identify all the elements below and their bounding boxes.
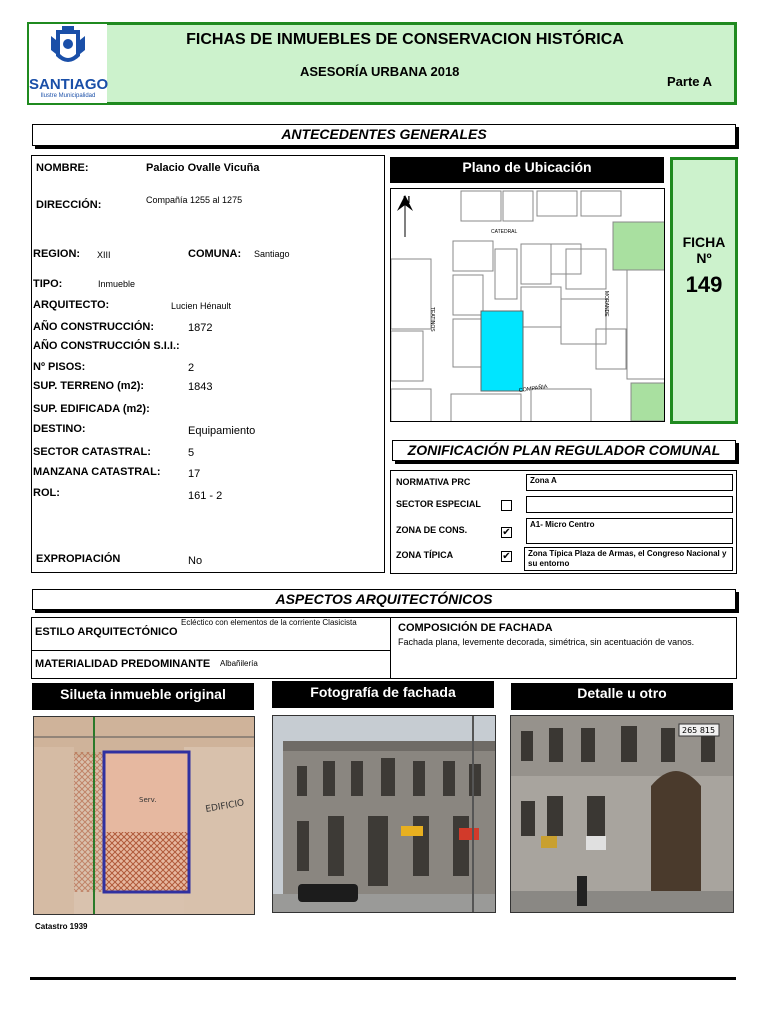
fachada-label: COMPOSICIÓN DE FACHADA xyxy=(398,622,553,634)
arch-divider xyxy=(31,650,391,651)
silueta-title: Silueta inmueble original xyxy=(32,683,254,710)
svg-text:MORANDE: MORANDE xyxy=(603,291,609,317)
edificada-label: SUP. EDIFICADA (m2): xyxy=(33,403,150,415)
svg-text:CATEDRAL: CATEDRAL xyxy=(491,229,518,235)
rol-value: 161 - 2 xyxy=(188,490,223,502)
detail-photo xyxy=(510,715,734,913)
direccion-label: DIRECCIÓN: xyxy=(36,199,102,211)
destino-value: Equipamiento xyxy=(188,425,256,437)
map-title: Plano de Ubicación xyxy=(390,157,664,183)
ficha-box xyxy=(670,157,738,424)
section-arch-title: ASPECTOS ARQUITECTÓNICOS xyxy=(32,589,736,610)
sector-especial-field xyxy=(526,496,733,513)
ficha-number: 149 xyxy=(685,272,723,297)
foto-title: Fotografía de fachada xyxy=(272,681,494,708)
estilo-value: Ecléctico con elementos de la corriente Clasicista xyxy=(181,618,357,627)
page-title: FICHAS DE INMUEBLES DE CONSERVACION HISTÓRICA xyxy=(186,31,624,48)
anio-label: AÑO CONSTRUCCIÓN: xyxy=(33,321,154,333)
tipo-value: Inmueble xyxy=(98,279,136,289)
sector-value: 5 xyxy=(188,447,195,459)
comuna-label: COMUNA: xyxy=(188,248,242,260)
pisos-value: 2 xyxy=(188,362,195,374)
svg-text:265 815: 265 815 xyxy=(682,726,716,735)
anio-value: 1872 xyxy=(188,322,213,334)
terreno-label: SUP. TERRENO (m2): xyxy=(33,380,145,392)
arquitecto-label: ARQUITECTO: xyxy=(33,299,110,311)
sector-especial-checkbox[interactable] xyxy=(501,500,512,511)
arch-vertical-divider xyxy=(390,617,391,679)
svg-text:TEATINOS: TEATINOS xyxy=(429,307,435,332)
zona-cons-field: A1- Micro Centro xyxy=(526,518,733,544)
manzana-value: 17 xyxy=(188,468,201,480)
cadastral-plan-image xyxy=(33,716,255,915)
sector-label: SECTOR CATASTRAL: xyxy=(33,446,151,458)
normativa-label: NORMATIVA PRC xyxy=(396,477,471,487)
location-map xyxy=(390,188,665,422)
zona-cons-checkbox[interactable]: ✔ xyxy=(502,527,511,538)
estilo-label: ESTILO ARQUITECTÓNICO xyxy=(35,626,178,638)
nombre-value: Palacio Ovalle Vicuña xyxy=(146,162,260,174)
zona-tipica-label: ZONA TÍPICA xyxy=(396,550,454,560)
svg-text:EDIFICIO: EDIFICIO xyxy=(204,798,246,815)
logo-subtext: Ilustre Municipalidad xyxy=(40,93,96,99)
detalle-title: Detalle u otro xyxy=(511,683,733,710)
material-value: Albañilería xyxy=(220,659,258,668)
pisos-label: Nº PISOS: xyxy=(33,361,86,373)
zona-tipica-checkbox[interactable]: ✔ xyxy=(502,551,511,562)
santiago-logo xyxy=(29,24,107,103)
nombre-label: NOMBRE: xyxy=(36,162,89,174)
terreno-value: 1843 xyxy=(188,381,213,393)
svg-text:Serv.: Serv. xyxy=(139,796,157,804)
tipo-label: TIPO: xyxy=(33,278,63,290)
direccion-value: Compañía 1255 al 1275 xyxy=(146,195,243,205)
comuna-value: Santiago xyxy=(254,249,290,259)
region-value: XIII xyxy=(97,250,111,260)
anio-sii-label: AÑO CONSTRUCCIÓN S.I.I.: xyxy=(33,340,180,352)
expropiacion-value: No xyxy=(188,555,203,567)
zona-tipica-field: Zona Típica Plaza de Armas, el Congreso Nacional y su entorno xyxy=(524,547,733,571)
section-zoning-title: ZONIFICACIÓN PLAN REGULADOR COMUNAL xyxy=(392,440,736,461)
ficha-number-label: Nº xyxy=(696,250,712,266)
section-general-title: ANTECEDENTES GENERALES xyxy=(32,124,736,146)
svg-text:N: N xyxy=(403,195,411,206)
manzana-label: MANZANA CATASTRAL: xyxy=(33,466,161,478)
location-map-drawing xyxy=(391,189,665,422)
rol-label: ROL: xyxy=(33,487,60,499)
normativa-field: Zona A xyxy=(526,474,733,491)
zona-cons-label: ZONA DE CONS. xyxy=(396,525,468,535)
arquitecto-value: Lucien Hénault xyxy=(171,301,232,311)
sector-especial-label: SECTOR ESPECIAL xyxy=(396,499,481,509)
page-subtitle: ASESORÍA URBANA 2018 xyxy=(300,64,460,79)
ficha-label: FICHA xyxy=(682,234,726,250)
svg-text:COMPAÑIA: COMPAÑIA xyxy=(518,384,548,394)
footer-rule xyxy=(30,977,736,980)
fachada-value: Fachada plana, levemente decorada, simétrica, sin acentuación de vanos. xyxy=(398,637,695,647)
catastro-caption: Catastro 1939 xyxy=(35,922,88,931)
facade-photo xyxy=(272,715,496,913)
logo-text: SANTIAGO xyxy=(29,76,109,93)
material-label: MATERIALIDAD PREDOMINANTE xyxy=(35,658,211,670)
destino-label: DESTINO: xyxy=(33,423,86,435)
region-label: REGION: xyxy=(33,248,81,260)
part-label: Parte A xyxy=(667,74,713,89)
expropiacion-label: EXPROPIACIÓN xyxy=(36,553,121,565)
